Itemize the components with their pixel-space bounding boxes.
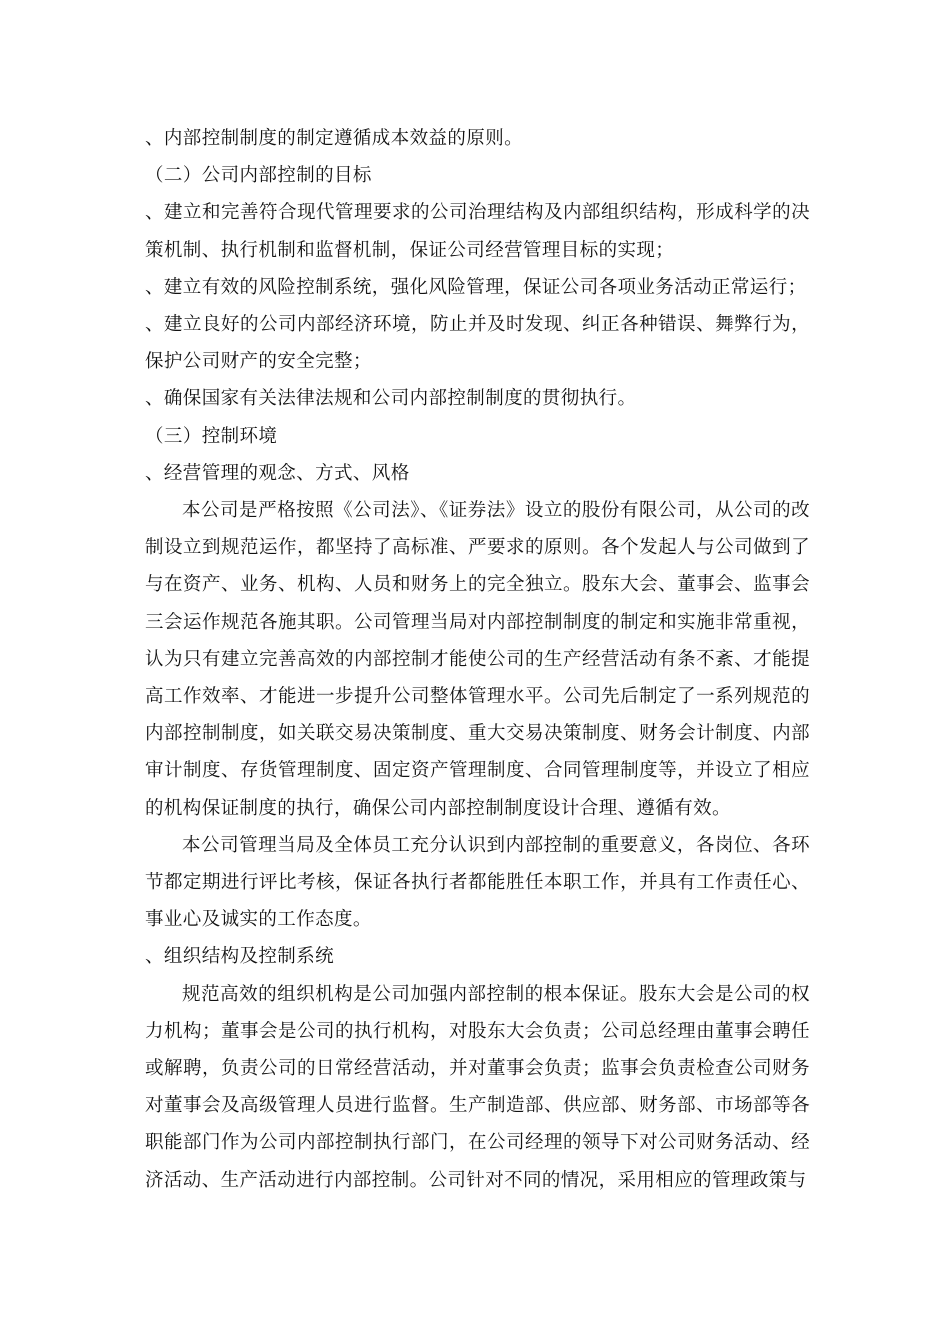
paragraph-objective-compliance: 、确保国家有关法律法规和公司内部控制制度的贯彻执行。 [145,388,637,410]
paragraph-organization-details: 规范高效的组织机构是公司加强内部控制的根本保证。股东大会是公司的权力机构；董事会是公司的执行机构，对股东大会负责；公司总经理由董事会聘任或解聘，负责公司的日常经营活动，并对董事会负责；监事会负责检查公司财务对董事会及高级管理人员进行监督。生产制造部、供应部、财务部、市场部等各职能部门作为公司内部控制执行部门，在公司经理的领导下对公司财务活动、经济活动、生产活动进行内部控制。公司针对不同的情况，采用相应的管理政策与 [145,983,810,1191]
paragraph-objective-economic-environment: 、建立良好的公司内部经济环境，防止并及时发现、纠正各种错误、舞弊行为，保护公司财产的安全完整； [145,314,810,373]
paragraph-principle-cost-benefit: 、内部控制制度的制定遵循成本效益的原则。 [145,128,524,149]
section-heading-control-environment: （三）控制环境 [145,425,278,447]
paragraph-objective-risk-control: 、建立有效的风险控制系统，强化风险管理，保证公司各项业务活动正常运行； [145,276,807,298]
subheading-management-style: 、经营管理的观念、方式、风格 [145,462,410,484]
section-heading-control-objectives: （二）公司内部控制的目标 [145,165,372,187]
paragraph-objective-governance: 、建立和完善符合现代管理要求的公司治理结构及内部组织结构，形成科学的决策机制、执行机制和监督机制，保证公司经营管理目标的实现； [145,202,810,261]
subheading-organization-structure: 、组织结构及控制系统 [145,946,335,968]
document-body [145,120,810,1199]
paragraph-staff-awareness: 本公司管理当局及全体员工充分认识到内部控制的重要意义，各岗位、各环节都定期进行评比考核，保证各执行者都能胜任本职工作，并具有工作责任心、事业心及诚实的工作态度。 [145,834,810,931]
paragraph-company-overview: 本公司是严格按照《公司法》、《证券法》设立的股份有限公司，从公司的改制设立到规范运作，都坚持了高标准、严要求的原则。各个发起人与公司做到了与在资产、业务、机构、人员和财务上的完全独立。股东大会、董事会、监事会三会运作规范各施其职。公司管理当局对内部控制制度的制定和实施非常重视，认为只有建立完善高效的内部控制才能使公司的生产经营活动有条不紊、才能提高工作效率、才能进一步提升公司整体管理水平。公司先后制定了一系列规范的内部控制制度，如关联交易决策制度、重大交易决策制度、财务会计制度、内部审计制度、存货管理制度、固定资产管理制度、合同管理制度等，并设立了相应的机构保证制度的执行，确保公司内部控制制度设计合理、遵循有效。 [145,500,810,819]
